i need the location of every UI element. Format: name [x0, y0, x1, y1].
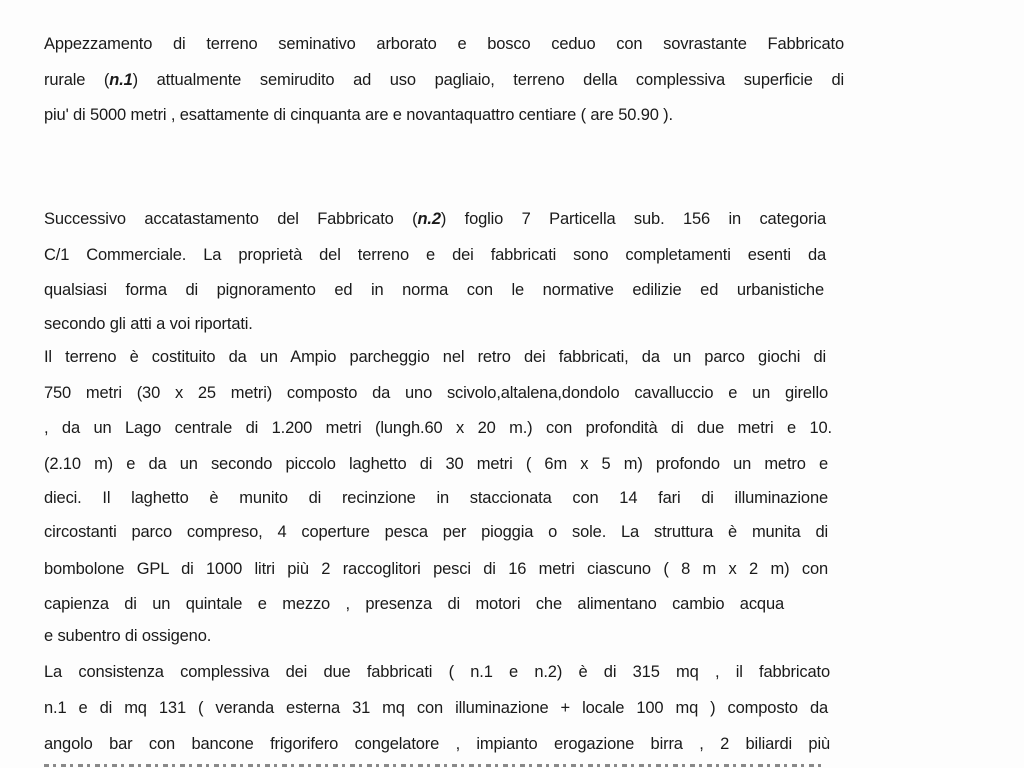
p3-line-8: capienza di un quintale e mezzo , presenza di motori che alimentano cambio acqua: [44, 595, 784, 613]
p1-line-2-after: ) attualmente semirudito ad uso pagliaio, terreno della complessiva superficie di: [132, 71, 844, 89]
cropped-text-fragment: [44, 764, 824, 767]
p3-line-4: (2.10 m) e da un secondo piccolo laghetto di 30 metri ( 6m x 5 m) profondo un metro e: [44, 455, 828, 473]
p2-line-1-before: Successivo accatastamento del Fabbricato (: [44, 210, 418, 228]
p2-line-2: C/1 Commerciale. La proprietà del terreno e dei fabbricati sono completamenti esenti da: [44, 246, 826, 264]
p3-line-7: bombolone GPL di 1000 litri più 2 raccoglitori pesci di 16 metri ciascuno ( 8 m x 2 m) con: [44, 560, 828, 578]
p2-line-1-after: ) foglio 7 Particella sub. 156 in categoria: [440, 210, 826, 228]
p2-line-3: qualsiasi forma di pignoramento ed in norma con le normative edilizie ed urbanistiche: [44, 281, 824, 299]
p3-line-1: Il terreno è costituito da un Ampio parcheggio nel retro dei fabbricati, da un parco giochi di: [44, 348, 826, 366]
p2-line-4: secondo gli atti a voi riportati.: [44, 315, 253, 333]
p4-line-1: La consistenza complessiva dei due fabbricati ( n.1 e n.2) è di 315 mq , il fabbricato: [44, 663, 830, 681]
p1-line-1: Appezzamento di terreno seminativo arborato e bosco ceduo con sovrastante Fabbricato: [44, 35, 844, 53]
p4-line-3: angolo bar con bancone frigorifero congelatore , impianto erogazione birra , 2 biliardi più: [44, 735, 830, 753]
p1-line-2: [44, 70, 844, 90]
p2-line-1: [44, 209, 826, 229]
p3-line-5: dieci. Il laghetto è munito di recinzione in staccionata con 14 fari di illuminazione: [44, 489, 828, 507]
p1-line-3: piu' di 5000 metri , esattamente di cinquanta are e novantaquattro centiare ( are 50.90 ).: [44, 106, 673, 124]
p3-line-6: circostanti parco compreso, 4 coperture pesca per pioggia o sole. La struttura è munita di: [44, 523, 828, 541]
cropped-next-line: [44, 758, 824, 768]
p4-line-2: n.1 e di mq 131 ( veranda esterna 31 mq con illuminazione + locale 100 mq ) composto da: [44, 699, 828, 717]
fabbricato-ref-n1: n.1: [109, 71, 133, 89]
p3-line-2: 750 metri (30 x 25 metri) composto da uno scivolo,altalena,dondolo cavalluccio e un girello: [44, 384, 828, 402]
fabbricato-ref-n2: n.2: [417, 210, 441, 228]
p1-line-2-before: rurale (: [44, 71, 110, 89]
p3-line-3: , da un Lago centrale di 1.200 metri (lungh.60 x 20 m.) con profondità di due metri e 10.: [44, 419, 832, 437]
p3-line-9: e subentro di ossigeno.: [44, 627, 212, 645]
